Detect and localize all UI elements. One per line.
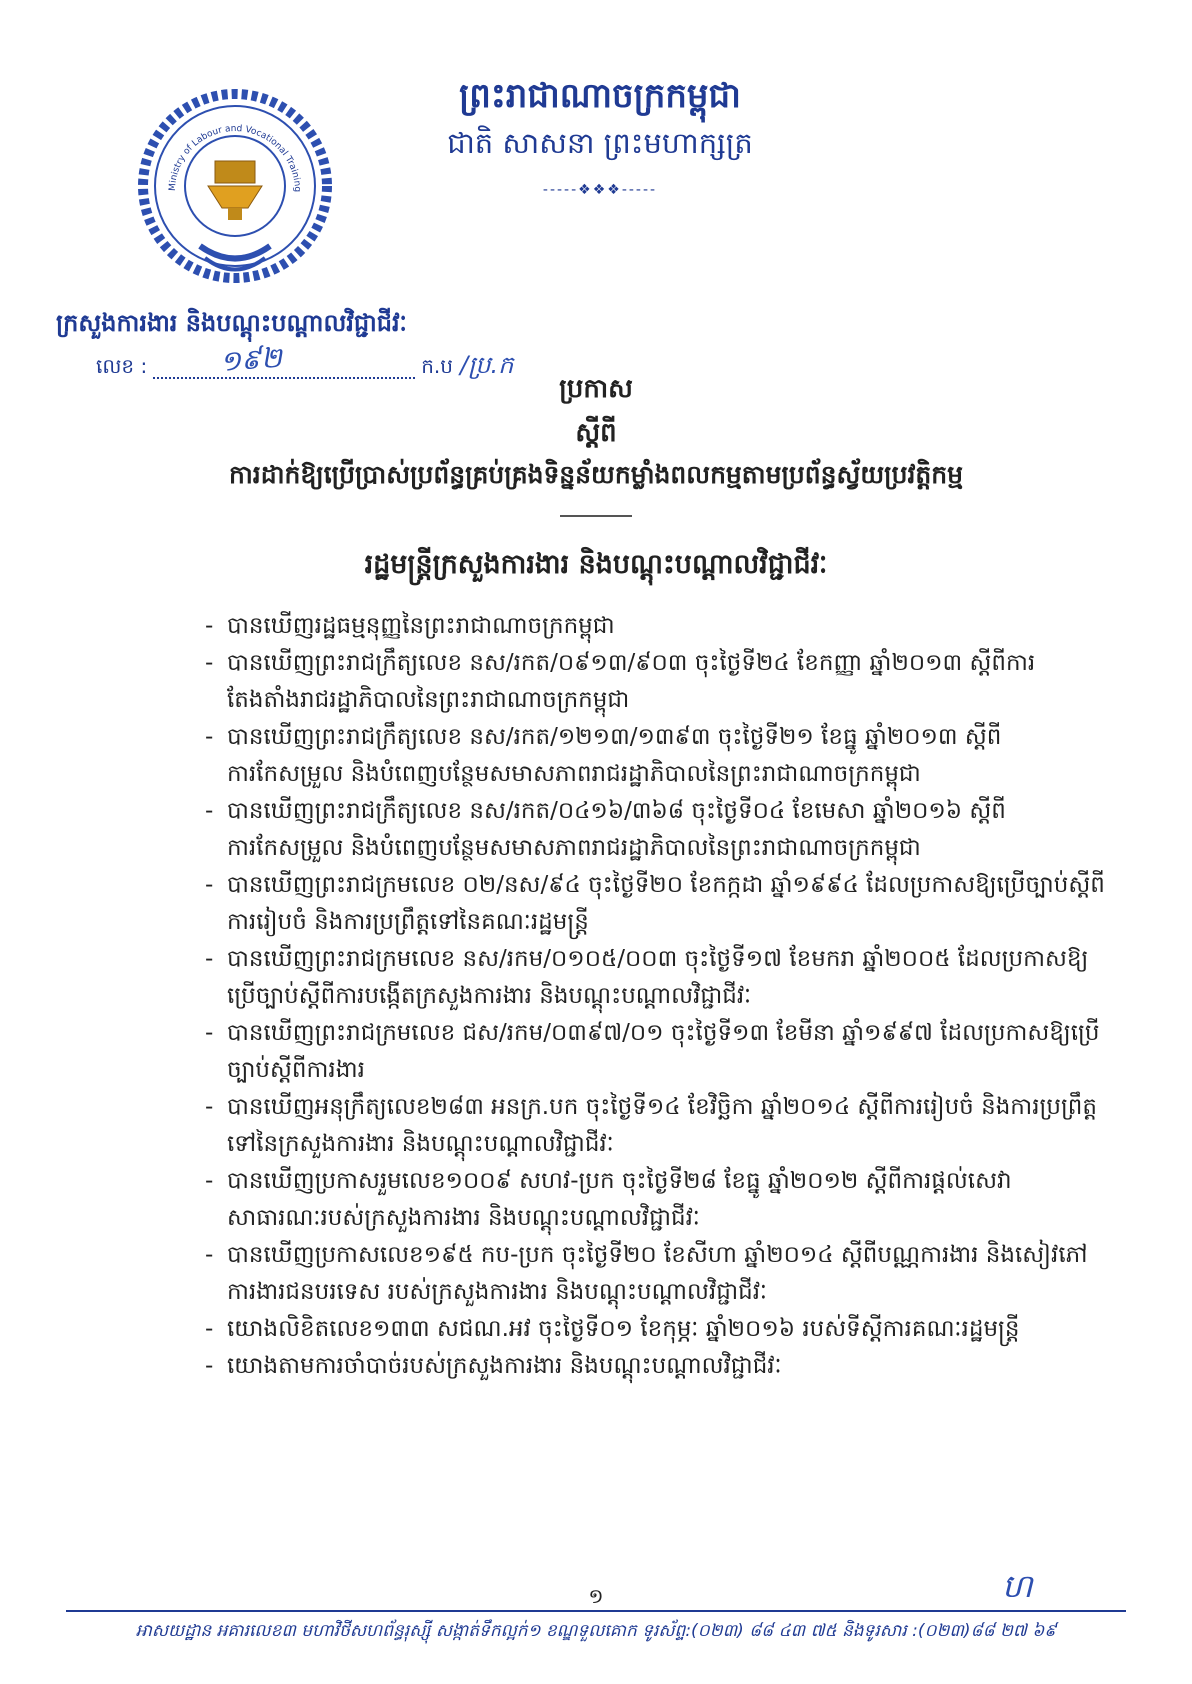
preamble-list <box>205 608 1105 1385</box>
list-item: - បានឃើញព្រះរាជក្រមលេខ ០២/នស/៩៤ ចុះថ្ងៃទី២០ ខែកក្កដា ឆ្នាំ១៩៩៤ ដែលប្រកាសឱ្យប្រើច្បាប់ស្តីពីការរៀបចំ និងការប្រព្រឹត្តទៅនៃគណៈរដ្ឋមន្ត្រី <box>205 867 1105 941</box>
reference-label: លេខ : <box>96 354 148 378</box>
list-item: - បានឃើញព្រះរាជក្រមលេខ ជស/រកម/០៣៩៧/០១ ចុះថ្ងៃទី១៣ ខែមីនា ឆ្នាំ១៩៩៧ ដែលប្រកាសឱ្យប្រើច្បាប់ស្តីពីការងារ <box>205 1015 1105 1089</box>
list-item: - យោងលិខិតលេខ១៣៣ សជណ.អវ ចុះថ្ងៃទី០១ ខែកុម្ភៈ ឆ្នាំ២០១៦ របស់ទីស្តីការគណៈរដ្ឋមន្ត្រី <box>205 1311 1105 1348</box>
list-item: - បានឃើញព្រះរាជក្រឹត្យលេខ នស/រកត/០៩១៣/៩០៣ ចុះថ្ងៃទី២៤ ខែកញ្ញា ឆ្នាំ២០១៣ ស្តីពីការតែងតាំងរាជរដ្ឋាភិបាលនៃព្រះរាជាណាចក្រកម្ពុជា <box>205 645 1105 719</box>
reference-suffix-handwritten: /ប្រ.ក <box>460 351 514 379</box>
national-motto: ជាតិ សាសនា ព្រះមហាក្សត្រ <box>447 126 753 160</box>
list-item: - បានឃើញព្រះរាជក្រឹត្យលេខ នស/រកត/១២១៣/១៣៩៣ ចុះថ្ងៃទី២១ ខែធ្នូ ឆ្នាំ២០១៣ ស្តីពីការកែសម្រួល និងបំពេញបន្ថែមសមាសភាពរាជរដ្ឋាភិបាលនៃព្រះរាជាណាចក្រកម្ពុជា <box>205 719 1105 793</box>
initials-signature: ហ <box>1002 1567 1033 1605</box>
list-item: - បានឃើញព្រះរាជក្រមលេខ នស/រកម/០១០៥/០០៣ ចុះថ្ងៃទី១៧ ខែមករា ឆ្នាំ២០០៥ ដែលប្រកាសឱ្យប្រើច្បាប់ស្តីពីការបង្កើតក្រសួងការងារ និងបណ្តុះបណ្តាលវិជ្ជាជីវៈ <box>205 941 1105 1015</box>
minister-line: រដ្ឋមន្ត្រីក្រសួងការងារ និងបណ្តុះបណ្តាលវិជ្ជាជីវៈ <box>364 549 828 580</box>
ministry-seal-icon <box>130 86 340 296</box>
header-ornament: -----❖❖❖----- <box>542 182 658 198</box>
document-type: ប្រកាស <box>559 374 633 404</box>
reference-number-handwritten: ១៩២ <box>218 340 284 379</box>
title-divider <box>560 515 632 517</box>
list-item: - បានឃើញព្រះរាជក្រឹត្យលេខ នស/រកត/០៤១៦/៣៦៨ ចុះថ្ងៃទី០៤ ខែមេសា ឆ្នាំ២០១៦ ស្តីពីការកែសម្រួល និងបំពេញបន្ថែមសមាសភាពរាជរដ្ឋាភិបាលនៃព្រះរាជាណាចក្រកម្ពុជា <box>205 793 1105 867</box>
list-item: - បានឃើញប្រកាសលេខ១៩៥ កប-ប្រក ចុះថ្ងៃទី២០ ខែសីហា ឆ្នាំ២០១៤ ស្តីពីបណ្ណការងារ និងសៀវភៅ ការងារជនបរទេស របស់ក្រសួងការងារ និងបណ្តុះបណ្តាលវិជ្ជាជីវៈ <box>205 1237 1105 1311</box>
list-item: - បានឃើញប្រកាសរួមលេខ១០០៩ សហវ-ប្រក ចុះថ្ងៃទី២៨ ខែធ្នូ ឆ្នាំ២០១២ ស្តីពីការផ្តល់សេវាសាធារណៈរបស់ក្រសួងការងារ និងបណ្តុះបណ្តាលវិជ្ជាជីវៈ <box>205 1163 1105 1237</box>
kingdom-heading: ព្រះរាជាណាចក្រកម្ពុជា <box>459 76 741 116</box>
footer-address: អាសយដ្ឋាន អគារលេខ៣ មហាវិថីសហព័ន្ធរុស្ស៊ី សង្កាត់ទឹកល្អក់១ ខណ្ឌទួលគោក ទូរស័ព្ទ:(០២៣) ៨៨ ៤៣ ៧៥ និងទូរសារ :(០២៣)៨៨ ២៧ ៦៩ <box>135 1621 1057 1641</box>
footer-divider <box>66 1610 1126 1612</box>
seal-caption: Ministry of Labour and Vocational Training <box>167 123 303 193</box>
list-item: - បានឃើញអនុក្រឹត្យលេខ២៨៣ អនក្រ.បក ចុះថ្ងៃទី១៤ ខែវិច្ឆិកា ឆ្នាំ២០១៤ ស្តីពីការរៀបចំ និងការប្រព្រឹត្តទៅនៃក្រសួងការងារ និងបណ្តុះបណ្តាលវិជ្ជាជីវៈ <box>205 1089 1105 1163</box>
reference-suffix: ក.ប <box>421 354 453 378</box>
list-item: - បានឃើញរដ្ឋធម្មនុញ្ញនៃព្រះរាជាណាចក្រកម្ពុជា <box>205 608 1105 645</box>
page-number: ១ <box>588 1584 604 1608</box>
document-subject: ការដាក់ឱ្យប្រើប្រាស់ប្រព័ន្ធគ្រប់គ្រងទិន្នន័យកម្លាំងពលកម្មតាមប្រព័ន្ធស្វ័យប្រវត្តិកម្ម <box>228 460 963 489</box>
list-item: - យោងតាមការចាំបាច់របស់ក្រសួងការងារ និងបណ្តុះបណ្តាលវិជ្ជាជីវៈ <box>205 1348 1105 1385</box>
issuing-ministry: ក្រសួងការងារ និងបណ្តុះបណ្តាលវិជ្ជាជីវៈ <box>56 309 407 337</box>
document-about: ស្តីពី <box>575 418 617 448</box>
